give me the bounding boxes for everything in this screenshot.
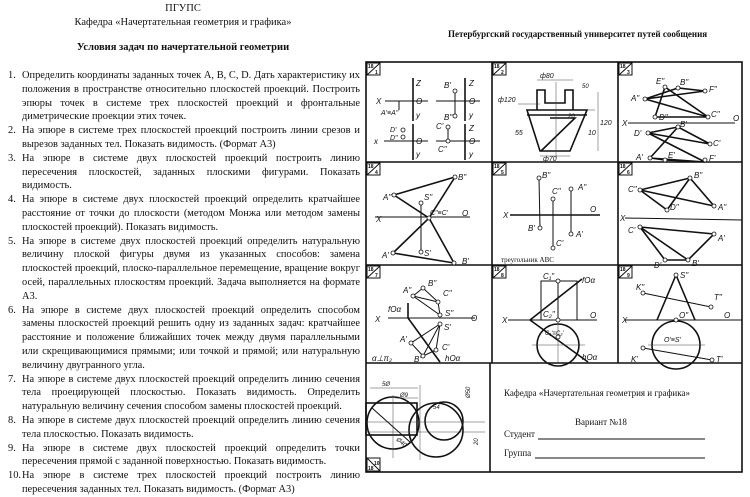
task-item — [6, 469, 360, 497]
cell-6-planes — [619, 171, 742, 270]
cell-tags — [367, 63, 632, 472]
svg-text:C": C" — [552, 187, 561, 196]
title-block-department: Кафедра «Начертательная геометрия и графика» — [504, 388, 690, 398]
svg-text:D": D" — [670, 203, 679, 212]
svg-text:B": B" — [542, 171, 551, 180]
org-name: ПГУПС — [165, 3, 201, 14]
task-item — [6, 414, 360, 442]
svg-text:O": O" — [679, 311, 689, 320]
svg-text:4: 4 — [375, 170, 378, 176]
svg-text:C₁": C₁" — [543, 272, 555, 281]
svg-text:5Ø: 5Ø — [382, 382, 391, 388]
task-item — [6, 304, 360, 373]
svg-text:18: 18 — [620, 164, 626, 170]
svg-text:Ø9: Ø9 — [400, 393, 409, 399]
svg-text:x: x — [374, 137, 378, 146]
svg-text:y: y — [416, 111, 420, 120]
svg-text:ф70: ф70 — [543, 156, 557, 163]
svg-text:ф120: ф120 — [498, 97, 516, 104]
svg-text:B": B" — [694, 171, 703, 180]
svg-text:D': D' — [634, 129, 642, 138]
svg-text:X: X — [502, 316, 508, 325]
svg-text:X: X — [375, 315, 381, 324]
svg-text:C₂": C₂" — [543, 310, 555, 319]
task-number: 9. — [8, 442, 16, 454]
svg-text:X: X — [622, 119, 628, 128]
svg-text:O: O — [469, 97, 476, 106]
svg-text:E': E' — [668, 151, 675, 160]
svg-text:B': B' — [528, 224, 535, 233]
task-item — [6, 124, 360, 152]
task-text: На эпюре в системе двух плоскостей проекций определить линию сечения тела плоскостью. Показать видимость. — [22, 414, 360, 440]
svg-text:O: O — [733, 114, 740, 123]
task-text: Определить координаты заданных точек A, B, C, D. Дать характеристику их положения в пространстве относительно плоскостей проекций. Построить эпюры точек в системе трех плоскостей проекций и фронтальные диметрические проекции этих точек. — [22, 70, 360, 123]
svg-text:X: X — [376, 97, 382, 106]
svg-text:18: 18 — [494, 164, 500, 170]
svg-text:X: X — [376, 215, 382, 224]
task-number: 7. — [8, 373, 16, 385]
svg-text:C': C' — [628, 226, 636, 235]
cell-8-cylinder — [501, 272, 598, 366]
svg-text:fOα: fOα — [582, 276, 596, 285]
svg-text:Z: Z — [416, 79, 421, 88]
task-text: На эпюре в системе трех плоскостей проекций построить линию пересечения заданных тел. Показать видимость. (Формат А3) — [22, 470, 360, 495]
svg-text:6: 6 — [627, 170, 630, 176]
title-block — [504, 388, 705, 458]
svg-text:18: 18 — [368, 64, 374, 70]
task-number: 3. — [8, 152, 16, 164]
svg-text:y: y — [469, 111, 473, 120]
svg-text:Ø50: Ø50 — [466, 386, 472, 398]
svg-text:K': K' — [631, 355, 638, 364]
svg-text:8: 8 — [501, 273, 504, 279]
svg-text:B": B" — [428, 279, 437, 288]
svg-text:55: 55 — [515, 130, 523, 137]
svg-text:C": C" — [438, 145, 447, 154]
svg-text:C': C' — [442, 343, 450, 352]
svg-text:C": C" — [443, 289, 452, 298]
svg-text:C': C' — [436, 122, 444, 131]
svg-text:Z: Z — [469, 79, 474, 88]
svg-text:O: O — [416, 97, 423, 106]
svg-text:O'≡S': O'≡S' — [664, 337, 681, 344]
svg-text:A': A' — [382, 251, 389, 260]
task-text: На эпюре в системе двух плоскостей проекций определить кратчайшее расстояние от точки до плоскости (методом Монжа или методом замены плоскостей проекций). Показать видимость. — [22, 194, 360, 233]
svg-text:B": B" — [680, 78, 689, 87]
svg-text:X: X — [503, 211, 509, 220]
cell-3-triangles — [621, 77, 739, 163]
svg-text:5: 5 — [501, 170, 504, 176]
task-item — [6, 442, 360, 470]
task-number: 8. — [8, 414, 16, 426]
cell-4-plane-point — [375, 173, 470, 266]
svg-text:B': B' — [692, 259, 699, 268]
svg-text:3: 3 — [627, 70, 630, 76]
task-number: 4. — [8, 194, 16, 206]
svg-text:C': C' — [713, 139, 721, 148]
svg-text:fOα: fOα — [388, 305, 402, 314]
cell-9-cone — [621, 271, 742, 369]
svg-text:hOα: hOα — [445, 354, 461, 363]
svg-text:18: 18 — [494, 64, 500, 70]
svg-text:S": S" — [445, 309, 454, 318]
svg-text:X: X — [620, 214, 626, 223]
svg-text:C₁'≡C₂': C₁'≡C₂' — [545, 331, 564, 337]
svg-text:C': C' — [556, 239, 564, 248]
task-text: На эпюре в системе двух плоскостей проекций определить натуральную величину плоской фигуры двумя из указанных способов: замена плоскостей проекций, плоско-параллельное перемещение, вращение вокруг осей, параллельных плоскостям проекций. Задача выполняется на формате А3. — [22, 235, 360, 302]
svg-text:9: 9 — [627, 273, 630, 279]
svg-text:10: 10 — [588, 130, 596, 137]
task-item — [6, 193, 360, 234]
svg-text:7: 7 — [375, 273, 378, 279]
task-text: На эпюре в системе двух плоскостей проекций определить точки пересечения прямой с заданной поверхностью. Показать видимость. — [22, 442, 360, 468]
svg-text:2: 2 — [501, 70, 504, 76]
svg-text:hOα: hOα — [582, 353, 598, 362]
svg-text:A': A' — [576, 230, 583, 239]
svg-text:O: O — [471, 314, 478, 323]
cell-5-triangle — [501, 171, 600, 264]
svg-text:y: y — [469, 150, 473, 159]
svg-text:50: 50 — [582, 84, 589, 90]
svg-text:S': S' — [424, 249, 431, 258]
svg-text:20: 20 — [568, 114, 575, 120]
task-number: 1. — [8, 70, 16, 81]
svg-text:O: O — [469, 137, 476, 146]
task-list — [6, 69, 360, 497]
task-item — [6, 235, 360, 304]
svg-text:A": A" — [631, 94, 640, 103]
svg-text:A": A" — [718, 203, 727, 212]
svg-text:X: X — [622, 316, 628, 325]
task-text: На эпюре в системе двух плоскостей проекций определить способом замены плоскостей проекций решить одну из заданных задач: кратчайшее расстояние и положение ближайших точек между двумя параллельными или скрещивающимися прямыми; или точкой и прямой; или натуральную величину двугранного угла. — [22, 304, 360, 371]
svg-text:треугольник ABC: треугольник ABC — [501, 256, 554, 264]
svg-text:120: 120 — [600, 120, 612, 127]
svg-text:S": S" — [680, 271, 689, 280]
svg-text:10: 10 — [374, 461, 380, 467]
group-label: Группа — [504, 448, 532, 458]
task-number: 2. — [8, 125, 16, 137]
svg-text:T': T' — [716, 355, 723, 364]
title-block-variant: Вариант №18 — [575, 417, 627, 427]
svg-text:ф80: ф80 — [540, 73, 554, 80]
svg-text:C": C" — [711, 110, 720, 119]
svg-text:A': A' — [636, 153, 643, 162]
task-number: 5. — [8, 235, 16, 247]
svg-text:18: 18 — [620, 64, 626, 70]
svg-text:T": T" — [714, 293, 722, 302]
task-item — [6, 152, 360, 193]
svg-text:18: 18 — [368, 466, 374, 472]
svg-text:18: 18 — [494, 267, 500, 273]
svg-text:20: 20 — [474, 438, 480, 445]
svg-text:O: O — [590, 205, 597, 214]
svg-text:B": B" — [458, 173, 467, 182]
task-text: На эпюре в системе трех плоскостей проекций построить линии срезов и вырезов заданных тел. Показать видимость. (Формат А3) — [22, 125, 360, 150]
svg-text:D': D' — [654, 261, 662, 270]
svg-text:D": D" — [659, 113, 668, 122]
svg-text:18: 18 — [620, 267, 626, 273]
task-number: 6. — [8, 304, 16, 316]
svg-text:A': A' — [718, 234, 725, 243]
svg-text:O: O — [724, 311, 731, 320]
svg-text:A": A" — [383, 193, 392, 202]
svg-text:O: O — [416, 137, 423, 146]
svg-text:E": E" — [656, 77, 665, 86]
svg-text:O: O — [590, 311, 597, 320]
university-name: Петербургский государственный университет путей сообщения — [448, 29, 708, 39]
svg-text:y: y — [416, 150, 420, 159]
svg-text:D': D' — [390, 127, 397, 134]
document-title: Условия задач по начертательной геометрии — [76, 42, 290, 53]
cell-10-bodies — [366, 382, 485, 460]
task-item — [6, 373, 360, 414]
task-text: На эпюре в системе двух плоскостей проекций определить линию сечения тела проецирующей плоскостью. Показать видимость. Определить натуральную величину сечения способом замены плоскостей проекций. — [22, 373, 360, 413]
task-number: 10. — [8, 470, 21, 482]
svg-text:18: 18 — [368, 164, 374, 170]
task-text: На эпюре в системе двух плоскостей проекций построить линию пересечения плоскостей, заданных плоскими фигурами. Показать видимость. — [22, 152, 360, 192]
svg-text:A": A" — [403, 286, 412, 295]
svg-text:B": B" — [444, 113, 453, 122]
svg-text:Z: Z — [469, 124, 474, 133]
cell-7-pyramid — [372, 279, 477, 364]
svg-text:F': F' — [709, 154, 716, 163]
svg-text:A': A' — [400, 335, 407, 344]
svg-text:S": S" — [424, 193, 433, 202]
svg-text:B': B' — [444, 81, 451, 90]
cell-2-body — [498, 73, 612, 163]
student-label: Студент — [504, 429, 535, 439]
department-name: Кафедра «Начертательная геометрия и графика» — [74, 17, 292, 28]
svg-text:A": A" — [578, 183, 587, 192]
variant-sheet-drawing — [360, 0, 750, 489]
svg-text:O: O — [462, 209, 469, 218]
svg-text:C"≡C': C"≡C' — [430, 210, 449, 217]
svg-text:B': B' — [414, 355, 421, 364]
svg-text:54: 54 — [433, 405, 440, 411]
svg-text:18: 18 — [368, 267, 374, 273]
svg-text:A'≡A": A'≡A" — [381, 110, 399, 117]
svg-text:F": F" — [709, 85, 717, 94]
svg-text:K": K" — [636, 283, 645, 292]
cell-1-points — [373, 78, 480, 160]
svg-text:α⊥π₂: α⊥π₂ — [372, 354, 392, 363]
svg-text:S': S' — [444, 323, 451, 332]
svg-text:Ø40: Ø40 — [394, 436, 408, 449]
svg-text:B': B' — [462, 257, 469, 266]
svg-text:B': B' — [680, 120, 687, 129]
svg-text:D": D" — [390, 135, 398, 142]
svg-text:C": C" — [628, 185, 637, 194]
task-item — [6, 69, 360, 124]
svg-text:1: 1 — [375, 70, 378, 76]
